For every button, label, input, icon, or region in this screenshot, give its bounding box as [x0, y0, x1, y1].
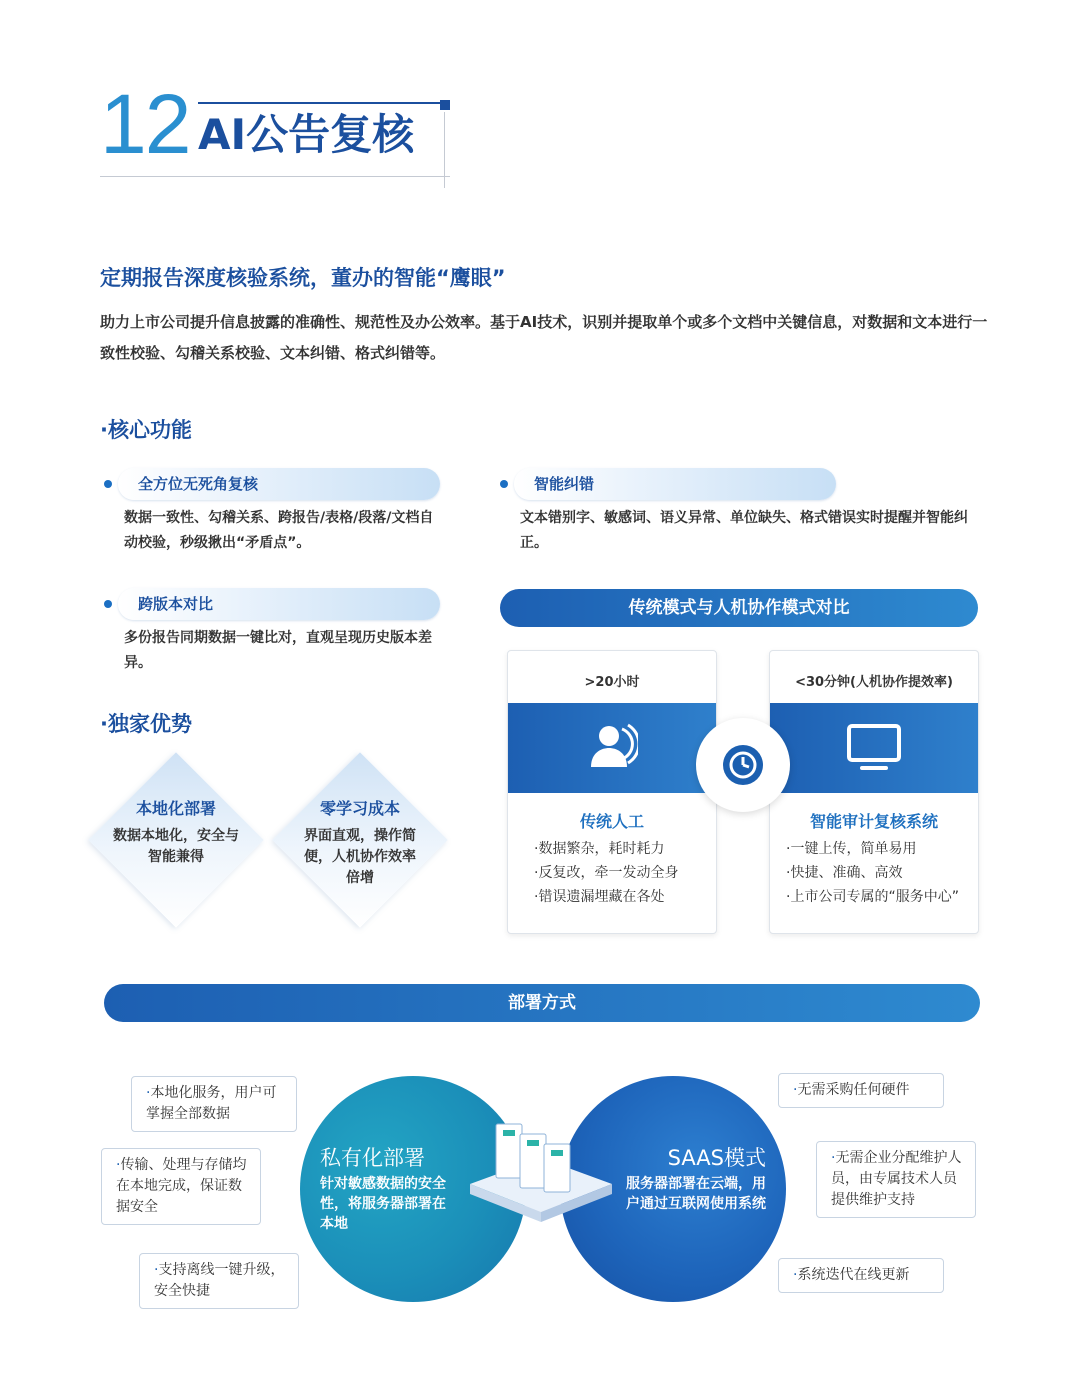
note-text: 系统迭代在线更新 — [797, 1267, 910, 1283]
feature-pill-3: 跨版本对比 — [118, 588, 440, 620]
private-note-3 — [139, 1253, 299, 1309]
list-item: ·数据繁杂，耗时耗力 — [534, 841, 665, 857]
note-text: 支持离线一键升级，安全快捷 — [154, 1262, 285, 1299]
feature-desc-2: 文本错别字、敏感词、语义异常、单位缺失、格式错误实时提醒并智能纠正。 — [520, 510, 968, 551]
advantage-2-desc: 界面直观，操作简便，人机协作效率倍增 — [304, 828, 416, 886]
monitor-icon — [846, 723, 902, 773]
section-number: 12 — [100, 77, 190, 171]
list-item: ·错误遗漏埋藏在各处 — [534, 889, 665, 905]
bullet-dot — [104, 480, 112, 488]
feature-desc-1: 数据一致性、勾稽关系、跨报告/表格/段落/文档自动校验，秒级揪出“矛盾点”。 — [124, 510, 434, 551]
page-title: AI公告复核 — [198, 110, 415, 159]
note-bullet: · — [793, 1267, 798, 1283]
note-bullet: · — [154, 1262, 159, 1278]
server-stack-icon — [466, 1118, 616, 1224]
smart-list — [786, 837, 959, 909]
header-square-accent — [440, 100, 450, 110]
core-section-title: ·核心功能 — [100, 418, 192, 442]
smart-name: 智能审计复核系统 — [809, 812, 938, 831]
bullet-dot — [104, 600, 112, 608]
clock-badge — [696, 718, 790, 812]
traditional-list — [534, 837, 678, 909]
clock-icon — [723, 745, 763, 785]
list-item: ·上市公司专属的“服务中心” — [786, 889, 959, 905]
person-headset-icon — [588, 719, 638, 775]
feature-pill-1: 全方位无死角复核 — [118, 468, 440, 500]
note-bullet: · — [146, 1085, 151, 1101]
smart-time: <30分钟(人机协作提效率) — [795, 675, 953, 690]
advantage-1-desc: 数据本地化，安全与智能兼得 — [113, 828, 239, 865]
note-bullet: · — [831, 1150, 836, 1166]
header-rule-bottom — [100, 176, 450, 177]
traditional-name: 传统人工 — [579, 812, 644, 831]
compare-title-bar: 传统模式与人机协作模式对比 — [500, 589, 978, 627]
smart-card — [769, 650, 979, 934]
saas-note-2 — [816, 1141, 976, 1218]
advantage-1 — [101, 798, 251, 868]
note-text: 本地化服务，用户可掌握全部数据 — [146, 1085, 277, 1122]
deploy-title-bar: 部署方式 — [104, 984, 980, 1022]
traditional-time: >20小时 — [584, 675, 640, 690]
saas-desc: 服务器部署在云端，用户通过互联网使用系统 — [626, 1176, 766, 1212]
note-text: 无需采购任何硬件 — [797, 1082, 910, 1098]
advantage-2 — [285, 798, 435, 889]
bullet-dot — [500, 480, 508, 488]
advantage-section-title: ·独家优势 — [100, 712, 192, 736]
private-note-2 — [101, 1148, 261, 1225]
private-deploy-title: 私有化部署 — [320, 1146, 425, 1170]
list-item: ·反复改，牵一发动全身 — [534, 865, 679, 881]
page-subtitle: 定期报告深度核验系统，董办的智能“鹰眼” — [100, 266, 506, 290]
private-note-1 — [131, 1076, 297, 1132]
smart-band — [770, 703, 978, 793]
note-bullet: · — [793, 1082, 798, 1098]
advantage-2-title: 零学习成本 — [319, 799, 400, 818]
traditional-band — [508, 703, 716, 793]
advantage-1-title: 本地化部署 — [135, 799, 216, 818]
list-item: ·快捷、准确、高效 — [786, 865, 903, 881]
header-rule-top — [198, 102, 446, 104]
private-deploy-desc: 针对敏感数据的安全性，将服务器部署在本地 — [320, 1176, 446, 1232]
note-text: 无需企业分配维护人员，由专属技术人员提供维护支持 — [831, 1150, 962, 1208]
note-bullet: · — [116, 1157, 121, 1173]
feature-desc-3: 多份报告同期数据一键比对，直观呈现历史版本差异。 — [124, 630, 432, 671]
intro-paragraph: 助力上市公司提升信息披露的准确性、规范性及办公效率。基于AI技术，识别并提取单个或多个文档中关键信息，对数据和文本进行一致性校验、勾稽关系校验、文本纠错、格式纠错等。 — [100, 313, 988, 362]
saas-note-1 — [778, 1073, 944, 1108]
list-item: ·一键上传，简单易用 — [786, 841, 917, 857]
saas-title: SAAS模式 — [667, 1146, 766, 1170]
saas-note-3 — [778, 1258, 944, 1293]
feature-pill-2: 智能纠错 — [514, 468, 836, 500]
traditional-card — [507, 650, 717, 934]
note-text: 传输、处理与存储均在本地完成，保证数据安全 — [116, 1157, 247, 1215]
